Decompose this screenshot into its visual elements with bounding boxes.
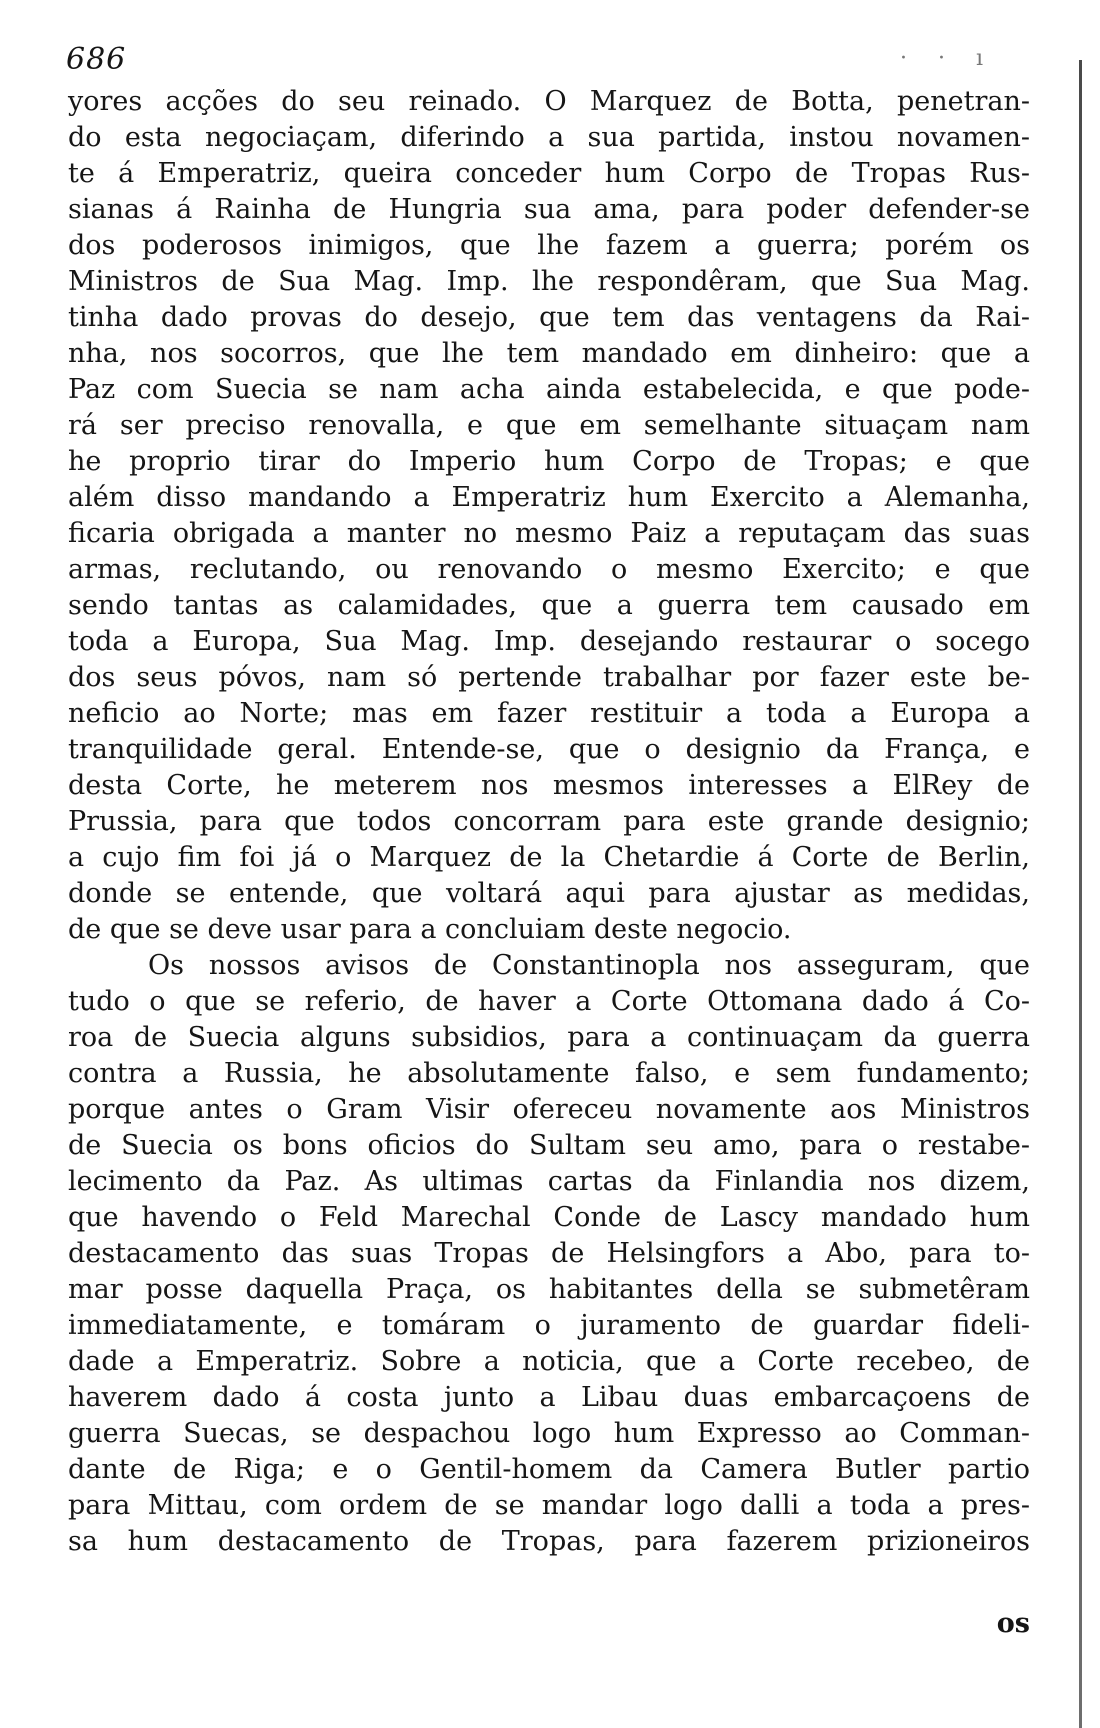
page-edge bbox=[1079, 60, 1082, 1728]
text-line: tranquilidade geral. Entende-se, que o designio da França, e bbox=[68, 734, 1030, 765]
text-line: sendo tantas as calamidades, que a guerra tem causado em bbox=[68, 590, 1030, 621]
text-line: que havendo o Feld Marechal Conde de Lascy mandado hum bbox=[68, 1202, 1030, 1233]
text-line: tudo o que se referio, de haver a Corte Ottomana dado á Co- bbox=[68, 986, 1030, 1017]
text-line: porque antes o Gram Visir ofereceu novamente aos Ministros bbox=[68, 1094, 1030, 1125]
text-line: ficaria obrigada a manter no mesmo Paiz a reputaçam das suas bbox=[68, 518, 1030, 549]
text-line: sa hum destacamento de Tropas, para fazerem prizioneiros bbox=[68, 1526, 1030, 1557]
text-line: neficio ao Norte; mas em fazer restituir a toda a Europa a bbox=[68, 698, 1030, 729]
text-line: rá ser preciso renovalla, e que em semelhante situaçam nam bbox=[68, 410, 1030, 441]
text-line: de que se deve usar para a concluiam deste negocio. bbox=[68, 914, 792, 945]
text-line: roa de Suecia alguns subsidios, para a continuaçam da guerra bbox=[68, 1022, 1030, 1053]
text-line: immediatamente, e tomáram o juramento de guardar fideli- bbox=[68, 1310, 1030, 1341]
text-line: do esta negociaçam, diferindo a sua partida, instou novamen- bbox=[68, 122, 1030, 153]
text-line: dos seus póvos, nam só pertende trabalhar por fazer este be- bbox=[68, 662, 1030, 693]
text-line: dade a Emperatriz. Sobre a noticia, que a Corte recebeo, de bbox=[68, 1346, 1030, 1377]
text-line: a cujo fim foi já o Marquez de la Chetardie á Corte de Berlin, bbox=[68, 842, 1030, 873]
catchword: os bbox=[996, 1608, 1030, 1639]
text-line: he proprio tirar do Imperio hum Corpo de Tropas; e que bbox=[68, 446, 1030, 477]
text-line: tinha dado provas do desejo, que tem das ventagens da Rai- bbox=[68, 302, 1030, 333]
text-line: lecimento da Paz. As ultimas cartas da Finlandia nos dizem, bbox=[68, 1166, 1030, 1197]
text-line: para Mittau, com ordem de se mandar logo dalli a toda a pres- bbox=[68, 1490, 1030, 1521]
text-line: donde se entende, que voltará aqui para ajustar as medidas, bbox=[68, 878, 1030, 909]
text-line: sianas á Rainha de Hungria sua ama, para poder defender-se bbox=[68, 194, 1030, 225]
text-line: haverem dado á costa junto a Libau duas embarcaçoens de bbox=[68, 1382, 1030, 1413]
text-line: Prussia, para que todos concorram para este grande designio; bbox=[68, 806, 1030, 837]
text-line: toda a Europa, Sua Mag. Imp. desejando restaurar o socego bbox=[68, 626, 1030, 657]
text-line: Ministros de Sua Mag. Imp. lhe respondêram, que Sua Mag. bbox=[68, 266, 1030, 297]
text-line: dante de Riga; e o Gentil-homem da Camera Butler partio bbox=[68, 1454, 1030, 1485]
text-line: desta Corte, he meterem nos mesmos interesses a ElRey de bbox=[68, 770, 1030, 801]
text-line: dos poderosos inimigos, que lhe fazem a guerra; porém os bbox=[68, 230, 1030, 261]
corner-marks: · · ı bbox=[900, 46, 996, 71]
text-line: Os nossos avisos de Constantinopla nos asseguram, que bbox=[148, 950, 1030, 981]
text-line: Paz com Suecia se nam acha ainda estabelecida, e que pode- bbox=[68, 374, 1030, 405]
text-line: te á Emperatriz, queira conceder hum Corpo de Tropas Rus- bbox=[68, 158, 1030, 189]
text-line: mar posse daquella Praça, os habitantes della se submetêram bbox=[68, 1274, 1030, 1305]
text-line: contra a Russia, he absolutamente falso, e sem fundamento; bbox=[68, 1058, 1030, 1089]
text-line: nha, nos socorros, que lhe tem mandado em dinheiro: que a bbox=[68, 338, 1030, 369]
page-number: 686 bbox=[66, 42, 127, 77]
text-line: yores acções do seu reinado. O Marquez de Botta, penetran- bbox=[68, 86, 1030, 117]
text-line: armas, reclutando, ou renovando o mesmo Exercito; e que bbox=[68, 554, 1030, 585]
text-line: de Suecia os bons oficios do Sultam seu amo, para o restabe- bbox=[68, 1130, 1030, 1161]
text-line: destacamento das suas Tropas de Helsingfors a Abo, para to- bbox=[68, 1238, 1030, 1269]
text-line: além disso mandando a Emperatriz hum Exercito a Alemanha, bbox=[68, 482, 1030, 513]
text-line: guerra Suecas, se despachou logo hum Expresso ao Comman- bbox=[68, 1418, 1030, 1449]
body-text bbox=[68, 84, 1030, 1560]
